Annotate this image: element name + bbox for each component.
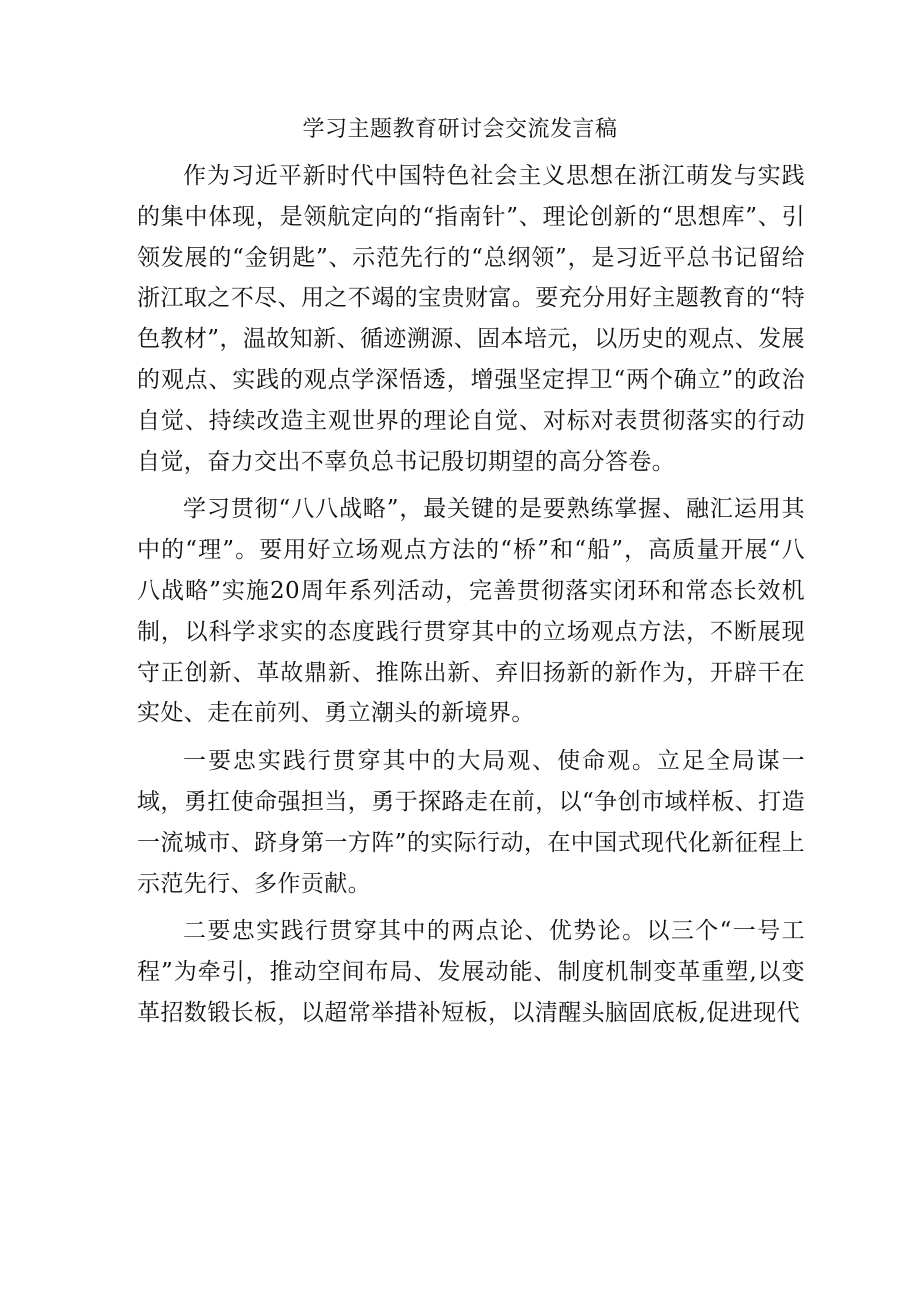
paragraph: 作为习近平新时代中国特色社会主义思想在浙江萌发与实践的集中体现，是领航定向的“指南针”、理论创新的“思想库”、引领发展的“金钥匙”、示范先行的“总纲领”，是习近平总书记留给浙江取之不尽、用之不竭的宝贵财富。要充分用好主题教育的“特色教材”，温故知新、循迹溯源、固本培元，以历史的观点、发展的观点、实践的观点学深悟透，增强坚定捍卫“两个确立”的政治自觉、持续改造主观世界的理论自觉、对标对表贯彻落实的行动自觉，奋力交出不辜负总书记殷切期望的高分答卷。 (137, 163, 805, 475)
document-title: 学习主题教育研讨会交流发言稿 (302, 117, 618, 142)
paragraph: 一要忠实践行贯穿其中的大局观、使命观。立足全局谋一域，勇扛使命强担当，勇于探路走在前，以“争创市域样板、打造一流城市、跻身第一方阵”的实际行动，在中国式现代化新征程上示范先行、多作贡献。 (137, 748, 805, 897)
paragraph: 二要忠实践行贯穿其中的两点论、优势论。以三个“一号工程”为牵引，推动空间布局、发展动能、制度机制变革重塑,以变革招数锻长板，以超常举措补短板，以清醒头脑固底板,促进现代 (137, 918, 805, 1026)
document-body (137, 156, 805, 1041)
paragraph: 学习贯彻“八八战略”，最关键的是要熟练掌握、融汇运用其中的“理”。要用好立场观点方法的“桥”和“船”，高质量开展“八八战略”实施20周年系列活动，完善贯彻落实闭环和常态长效机制，以科学求实的态度践行贯穿其中的立场观点方法，不断展现守正创新、革故鼎新、推陈出新、弃旧扬新的新作为，开辟干在实处、走在前列、勇立潮头的新境界。 (137, 496, 805, 727)
